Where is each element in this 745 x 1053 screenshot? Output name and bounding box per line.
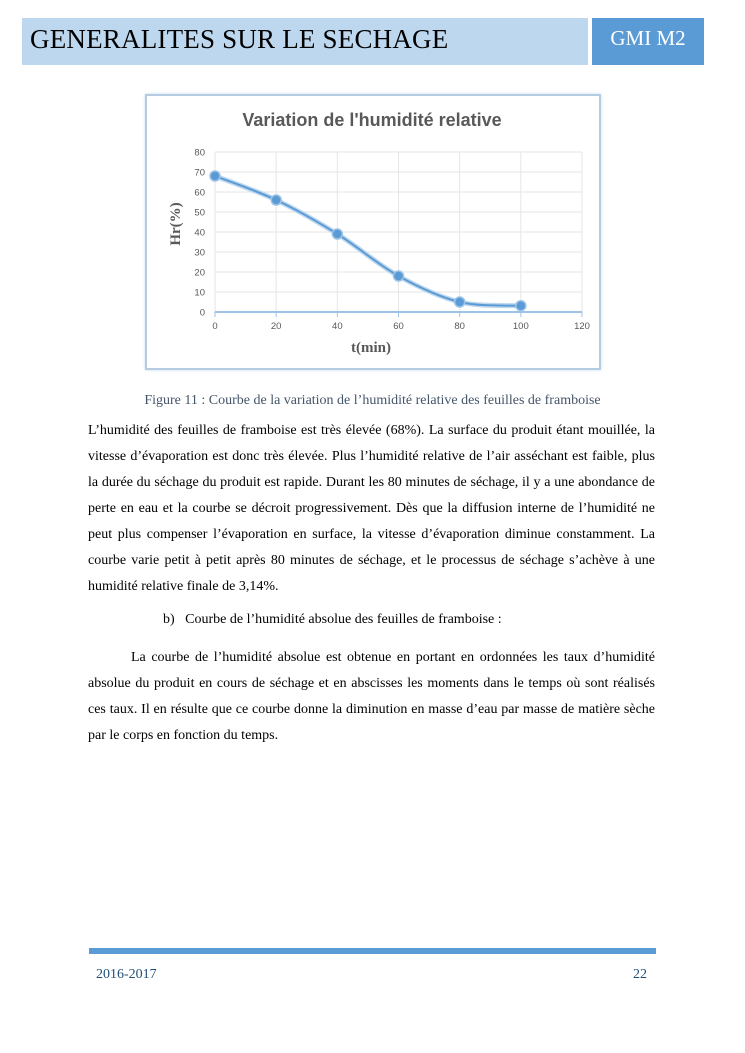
data-point <box>394 271 404 281</box>
series-line-glow <box>215 176 521 306</box>
header-title-bar <box>22 18 588 65</box>
x-tick-label: 0 <box>212 321 218 332</box>
chart-frame <box>145 94 601 370</box>
y-axis-label: Hr(%) <box>168 202 184 246</box>
x-axis-label: t(min) <box>351 340 391 356</box>
subheading <box>163 612 502 628</box>
data-point <box>271 195 281 205</box>
paragraph-absolute-humidity: La courbe de l’humidité absolue est obtenue en portant en ordonnées les taux d’humidité absolue du produit en cours de séchage et en abscisses les moments dans le temps où sont réalisés ces taux. Il en résulte que ce courbe donne la diminution en masse d’eau par masse de matière sèche par le corps en fonction du temps. <box>88 650 655 743</box>
x-tick-label: 40 <box>332 321 343 332</box>
subheading-text: Courbe de l’humidité absolue des feuilles de framboise : <box>185 612 502 627</box>
subheading-marker: b) <box>163 612 175 627</box>
chart-title: Variation de l'humidité relative <box>242 110 502 130</box>
header-badge-box <box>592 18 704 65</box>
page-header-title: GENERALITES SUR LE SECHAGE <box>30 24 449 54</box>
y-tick-label: 80 <box>194 147 205 159</box>
x-tick-label: 100 <box>512 321 529 332</box>
data-point <box>210 171 220 181</box>
humidity-chart <box>147 96 599 368</box>
y-tick-label: 60 <box>194 187 205 199</box>
data-point <box>516 301 526 311</box>
course-badge: GMI M2 <box>610 26 686 50</box>
data-point <box>332 229 342 239</box>
x-tick-label: 80 <box>454 321 465 332</box>
y-tick-label: 0 <box>199 307 205 319</box>
figure-caption: Figure 11 : Courbe de la variation de l’humidité relative des feuilles de framboise <box>144 393 601 408</box>
y-tick-label: 10 <box>194 287 205 299</box>
footer-rule <box>89 948 656 954</box>
y-tick-label: 30 <box>194 247 205 259</box>
x-tick-label: 60 <box>393 321 404 332</box>
y-tick-label: 50 <box>194 207 205 219</box>
x-tick-label: 120 <box>574 321 590 332</box>
footer-year: 2016-2017 <box>96 967 157 982</box>
paragraph-relative-humidity: L’humidité des feuilles de framboise est très élevée (68%). La surface du produit étant mouillée, la vitesse d’évaporation est donc très élevée. Plus l’humidité relative de l’air asséchant est faible, plus la durée du séchage du produit est rapide. Durant les 80 minutes de séchage, il y a une abondance de perte en eau et la courbe se décroit progressivement. Dès que la diffusion interne de l’humidité ne peut plus compenser l’évaporation en surface, la vitesse d’évaporation diminue constamment. La courbe varie petit à petit après 80 minutes de séchage, et le processus de séchage s’achève à une humidité relative finale de 3,14%. <box>88 423 655 594</box>
y-tick-label: 40 <box>194 227 205 239</box>
page-number: 22 <box>633 967 647 982</box>
y-tick-label: 70 <box>194 167 205 179</box>
data-point <box>455 297 465 307</box>
y-tick-label: 20 <box>194 267 205 279</box>
x-tick-label: 20 <box>270 321 282 332</box>
